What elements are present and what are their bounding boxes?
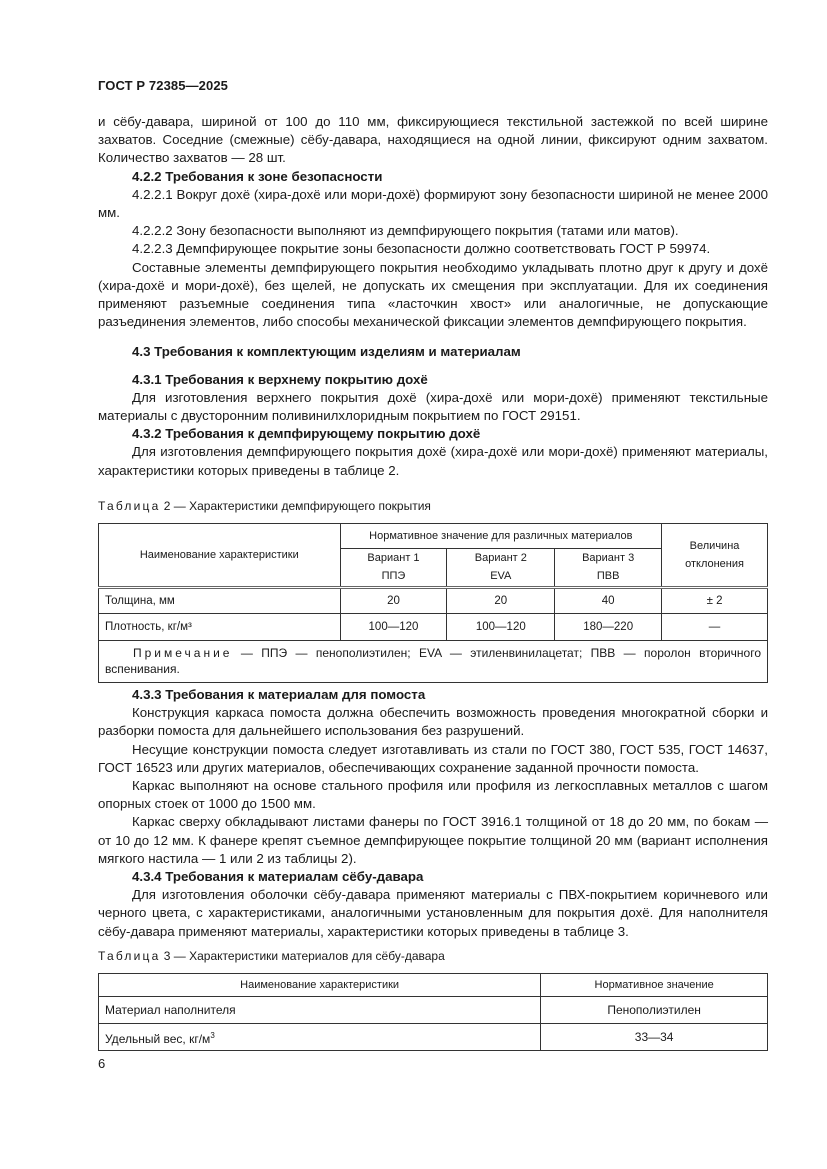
table-2-note-row: [99, 640, 768, 682]
paragraph-components: Составные элементы демпфирующего покрытия необходимо укладывать плотно друг к другу и дохё (хира-дохё и мори-дохё), без щелей, не допускать их смещения при эксплуатации. Для их соединения применяют разъемные соединения типа «ласточкин хвост» или аналогичные, не допускающие разъединения элементов, либо способы механической фиксации элементов демпфирующего покрытия.: [98, 259, 768, 330]
table-2-caption: Таблица 2 — Характеристики демпфирующего покрытия: [98, 499, 431, 513]
page-number: 6: [98, 1056, 106, 1071]
paragraph-continuation: и сёбу-давара, шириной от 100 до 110 мм, фиксирующиеся текстильной застежкой по всей ширине захватов. Соседние (смежные) сёбу-давара, находящиеся на одной линии, фиксируют одним захватом. Количество захватов — 28 шт.: [98, 114, 768, 166]
paragraph-4-3-3-a: Конструкция каркаса помоста должна обеспечить возможность проведения многократной сборки и разборки помоста для дальнейшего использования без разрушений.: [98, 705, 768, 739]
table-2-header-group: Нормативное значение для различных материалов: [340, 524, 662, 549]
paragraph-4-2-2-3: 4.2.2.3 Демпфирующее покрытие зоны безопасности должно соответствовать ГОСТ Р 59974.: [132, 241, 711, 257]
table-row: Материал наполнителя Пенополиэтилен: [99, 997, 768, 1024]
heading-4-3-2: 4.3.2 Требования к демпфирующему покрытию дохё: [132, 426, 481, 442]
paragraph-4-2-2-1: 4.2.2.1 Вокруг дохё (хира-дохё или мори-дохё) формируют зону безопасности шириной не менее 2000 мм.: [98, 186, 768, 221]
table-2-header-variant-2: Вариант 2 EVA: [447, 549, 555, 587]
table-2-header-variant-3: Вариант 3 ПВВ: [555, 549, 662, 587]
table-2-block: [98, 497, 768, 683]
section-4-2-2: [98, 113, 768, 480]
section-4-3-3: [98, 686, 768, 941]
table-3-caption: Таблица 3 — Характеристики материалов для сёбу-давара: [98, 949, 445, 963]
heading-4-3: 4.3 Требования к комплектующим изделиям и материалам: [132, 344, 521, 360]
table-3-block: [98, 947, 768, 1051]
heading-4-3-3: 4.3.3 Требования к материалам для помоста: [132, 687, 426, 702]
table-row: Толщина, мм 20 20 40 ± 2: [99, 587, 768, 613]
paragraph-4-3-3-b: Несущие конструкции помоста следует изготавливать из стали по ГОСТ 380, ГОСТ 535, ГОСТ 14637, ГОСТ 16523 или других материалов, обеспечивающих сохранение заданной прочности помоста.: [98, 741, 768, 775]
heading-4-3-4: 4.3.4 Требования к материалам сёбу-давара: [132, 869, 424, 885]
table-2: [98, 523, 768, 682]
table-2-header-name: Наименование характеристики: [99, 524, 341, 587]
table-row: Удельный вес, $кг/м^3$ 33—34: [99, 1024, 768, 1051]
table-3-header-name: Наименование характеристики: [99, 974, 541, 997]
paragraph-4-2-2-2: 4.2.2.2 Зону безопасности выполняют из демпфирующего покрытия (татами или матов).: [132, 223, 679, 239]
table-2-note: Примечание — ППЭ — пенополиэтилен; EVA — этиленвинилацетат; ПВВ — поролон вторичного вспенивания.: [99, 640, 768, 682]
document-header: ГОСТ Р 72385—2025: [98, 78, 228, 93]
paragraph-4-3-1: Для изготовления верхнего покрытия дохё (хира-дохё или мори-дохё) применяют текстильные материалы с двусторонним поливинилхлоридным покрытием по ГОСТ 29151.: [98, 389, 768, 424]
paragraph-4-3-3-d: Каркас сверху обкладывают листами фанеры по ГОСТ 3916.1 толщиной от 18 до 20 мм, по бокам — от 10 до 12 мм. К фанере крепят съемное демпфирующее покрытие толщиной 20 мм (вариант исполнения мягкого настила — 1 или 2 из таблицы 2).: [98, 814, 768, 866]
table-2-header-variant-1: Вариант 1 ППЭ: [340, 549, 447, 587]
table-3-header-value: Нормативное значение: [541, 974, 768, 997]
paragraph-4-3-2: Для изготовления демпфирующего покрытия дохё (хира-дохё или мори-дохё) применяют материалы, характеристики которых приведены в таблице 2.: [98, 444, 768, 478]
table-3: [98, 973, 768, 1051]
paragraph-4-3-3-c: Каркас выполняют на основе стального профиля или профиля из легкосплавных металлов с шагом опорных стоек от 1000 до 1500 мм.: [98, 778, 768, 812]
paragraph-4-3-4: Для изготовления оболочки сёбу-давара применяют материалы с ПВХ-покрытием коричневого или черного цвета, с характеристиками, аналогичными установленным для покрытия дохё. Для наполнителя сёбу-давара применяют материалы, характеристики которых приведены в таблице 3.: [98, 887, 768, 939]
table-row: Плотность, кг/м³ 100—120 100—120 180—220 —: [99, 613, 768, 640]
heading-4-3-1: 4.3.1 Требования к верхнему покрытию дохё: [132, 371, 428, 387]
heading-4-2-2: 4.2.2 Требования к зоне безопасности: [132, 168, 383, 184]
table-2-header-deviation: Величина отклонения: [662, 524, 768, 587]
